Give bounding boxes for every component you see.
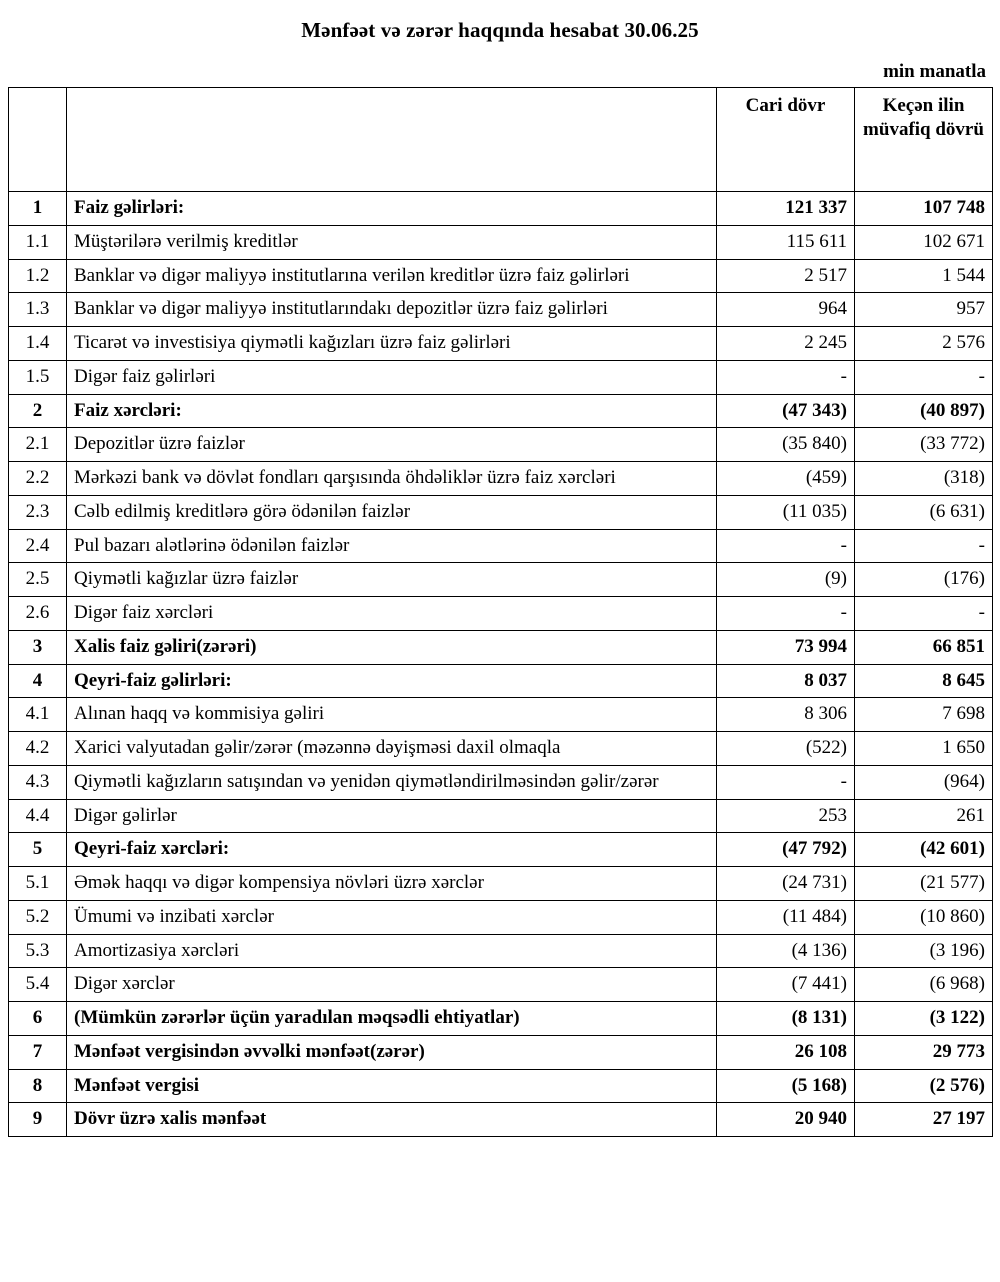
table-row (9, 968, 993, 1002)
units-label: min manatla (883, 61, 986, 82)
row-previous-value: (318) (855, 462, 993, 496)
row-current-value: (9) (717, 563, 855, 597)
row-current-value: 8 037 (717, 664, 855, 698)
row-current-value: 8 306 (717, 698, 855, 732)
row-number: 5.3 (9, 934, 67, 968)
row-current-value: (7 441) (717, 968, 855, 1002)
row-number: 2.6 (9, 597, 67, 631)
row-number: 2.3 (9, 495, 67, 529)
row-current-value: (5 168) (717, 1069, 855, 1103)
row-label: Qiymətli kağızlar üzrə faizlər (67, 563, 717, 597)
row-number: 9 (9, 1103, 67, 1137)
row-current-value: 964 (717, 293, 855, 327)
table-row (9, 698, 993, 732)
row-previous-value: (176) (855, 563, 993, 597)
row-number: 4 (9, 664, 67, 698)
table-header-row (9, 88, 993, 192)
row-current-value: (459) (717, 462, 855, 496)
header-number-column (9, 88, 67, 192)
row-number: 5.1 (9, 867, 67, 901)
row-label: Digər faiz xərcləri (67, 597, 717, 631)
row-number: 1.3 (9, 293, 67, 327)
row-label: Qeyri-faiz gəlirləri: (67, 664, 717, 698)
header-current-period: Cari dövr (717, 88, 855, 192)
table-row (9, 1002, 993, 1036)
table-row (9, 934, 993, 968)
row-previous-value: 957 (855, 293, 993, 327)
row-current-value: 2 245 (717, 327, 855, 361)
row-current-value: 20 940 (717, 1103, 855, 1137)
row-label: Banklar və digər maliyyə institutlarına verilən kreditlər üzrə faiz gəlirləri (67, 259, 717, 293)
table-row (9, 630, 993, 664)
row-previous-value: 102 671 (855, 225, 993, 259)
row-current-value: 26 108 (717, 1035, 855, 1069)
row-number: 4.1 (9, 698, 67, 732)
row-label: Digər faiz gəlirləri (67, 360, 717, 394)
row-current-value: - (717, 765, 855, 799)
row-previous-value: - (855, 597, 993, 631)
row-label: Depozitlər üzrə faizlər (67, 428, 717, 462)
header-previous-period: Keçən ilin müvafiq dövrü (855, 88, 993, 192)
table-row (9, 833, 993, 867)
row-number: 5 (9, 833, 67, 867)
row-previous-value: 1 544 (855, 259, 993, 293)
row-number: 5.4 (9, 968, 67, 1002)
row-label: Müştərilərə verilmiş kreditlər (67, 225, 717, 259)
row-number: 1.5 (9, 360, 67, 394)
row-label: Mənfəət vergisi (67, 1069, 717, 1103)
row-label: Banklar və digər maliyyə institutlarındakı depozitlər üzrə faiz gəlirləri (67, 293, 717, 327)
row-number: 4.3 (9, 765, 67, 799)
row-previous-value: 1 650 (855, 732, 993, 766)
row-previous-value: (6 968) (855, 968, 993, 1002)
row-current-value: 121 337 (717, 192, 855, 226)
row-current-value: 73 994 (717, 630, 855, 664)
table-row (9, 1069, 993, 1103)
table-row (9, 495, 993, 529)
row-previous-value: - (855, 529, 993, 563)
row-number: 1 (9, 192, 67, 226)
table-row (9, 360, 993, 394)
table-row (9, 462, 993, 496)
row-number: 4.4 (9, 799, 67, 833)
row-label: Qeyri-faiz xərcləri: (67, 833, 717, 867)
row-previous-value: (6 631) (855, 495, 993, 529)
row-label: (Mümkün zərərlər üçün yaradılan məqsədli ehtiyatlar) (67, 1002, 717, 1036)
table-row (9, 428, 993, 462)
header-label-column (67, 88, 717, 192)
table-row (9, 732, 993, 766)
row-previous-value: (42 601) (855, 833, 993, 867)
row-number: 3 (9, 630, 67, 664)
table-body (9, 192, 993, 1137)
row-label: Xalis faiz gəliri(zərəri) (67, 630, 717, 664)
row-label: Alınan haqq və kommisiya gəliri (67, 698, 717, 732)
table-row (9, 597, 993, 631)
table-row (9, 259, 993, 293)
row-previous-value: (3 122) (855, 1002, 993, 1036)
row-label: Amortizasiya xərcləri (67, 934, 717, 968)
row-number: 8 (9, 1069, 67, 1103)
row-number: 2.4 (9, 529, 67, 563)
row-previous-value: (964) (855, 765, 993, 799)
table-row (9, 529, 993, 563)
row-previous-value: (10 860) (855, 900, 993, 934)
row-current-value: (47 343) (717, 394, 855, 428)
row-current-value: (8 131) (717, 1002, 855, 1036)
table-row (9, 900, 993, 934)
row-label: Pul bazarı alətlərinə ödənilən faizlər (67, 529, 717, 563)
table-row (9, 1103, 993, 1137)
row-previous-value: (40 897) (855, 394, 993, 428)
row-number: 1.2 (9, 259, 67, 293)
row-previous-value: (2 576) (855, 1069, 993, 1103)
row-number: 6 (9, 1002, 67, 1036)
row-current-value: (11 035) (717, 495, 855, 529)
row-label: Digər gəlirlər (67, 799, 717, 833)
row-current-value: (47 792) (717, 833, 855, 867)
page-title: Mənfəət və zərər haqqında hesabat 30.06.25 (301, 18, 699, 42)
row-number: 7 (9, 1035, 67, 1069)
row-label: Dövr üzrə xalis mənfəət (67, 1103, 717, 1137)
row-previous-value: 29 773 (855, 1035, 993, 1069)
row-current-value: 2 517 (717, 259, 855, 293)
row-previous-value: 107 748 (855, 192, 993, 226)
row-label: Mənfəət vergisindən əvvəlki mənfəət(zərər) (67, 1035, 717, 1069)
row-label: Digər xərclər (67, 968, 717, 1002)
row-current-value: - (717, 360, 855, 394)
row-previous-value: 261 (855, 799, 993, 833)
row-current-value: - (717, 597, 855, 631)
table-row (9, 867, 993, 901)
row-previous-value: 66 851 (855, 630, 993, 664)
row-previous-value: (3 196) (855, 934, 993, 968)
row-current-value: - (717, 529, 855, 563)
row-previous-value: 8 645 (855, 664, 993, 698)
row-label: Faiz xərcləri: (67, 394, 717, 428)
row-number: 5.2 (9, 900, 67, 934)
row-current-value: (35 840) (717, 428, 855, 462)
row-previous-value: (33 772) (855, 428, 993, 462)
row-previous-value: (21 577) (855, 867, 993, 901)
row-previous-value: 7 698 (855, 698, 993, 732)
row-current-value: (4 136) (717, 934, 855, 968)
table-row (9, 192, 993, 226)
table-row (9, 225, 993, 259)
row-current-value: 115 611 (717, 225, 855, 259)
row-number: 2 (9, 394, 67, 428)
row-current-value: (24 731) (717, 867, 855, 901)
table-row (9, 664, 993, 698)
table-row (9, 293, 993, 327)
table-row (9, 1035, 993, 1069)
table-row (9, 799, 993, 833)
table-row (9, 563, 993, 597)
row-current-value: (522) (717, 732, 855, 766)
row-number: 1.4 (9, 327, 67, 361)
row-label: Mərkəzi bank və dövlət fondları qarşısında öhdəliklər üzrə faiz xərcləri (67, 462, 717, 496)
row-label: Qiymətli kağızların satışından və yenidən qiymətləndirilməsindən gəlir/zərər (67, 765, 717, 799)
row-label: Cəlb edilmiş kreditlərə görə ödənilən faizlər (67, 495, 717, 529)
row-previous-value: - (855, 360, 993, 394)
row-current-value: (11 484) (717, 900, 855, 934)
row-previous-value: 2 576 (855, 327, 993, 361)
row-label: Ümumi və inzibati xərclər (67, 900, 717, 934)
row-number: 4.2 (9, 732, 67, 766)
table-row (9, 327, 993, 361)
row-number: 2.5 (9, 563, 67, 597)
row-number: 2.1 (9, 428, 67, 462)
row-label: Xarici valyutadan gəlir/zərər (məzənnə dəyişməsi daxil olmaqla (67, 732, 717, 766)
table-row (9, 765, 993, 799)
row-number: 1.1 (9, 225, 67, 259)
profit-loss-table (8, 87, 993, 1137)
row-label: Ticarət və investisiya qiymətli kağızları üzrə faiz gəlirləri (67, 327, 717, 361)
table-row (9, 394, 993, 428)
row-previous-value: 27 197 (855, 1103, 993, 1137)
row-label: Əmək haqqı və digər kompensiya növləri üzrə xərclər (67, 867, 717, 901)
row-label: Faiz gəlirləri: (67, 192, 717, 226)
row-number: 2.2 (9, 462, 67, 496)
row-current-value: 253 (717, 799, 855, 833)
